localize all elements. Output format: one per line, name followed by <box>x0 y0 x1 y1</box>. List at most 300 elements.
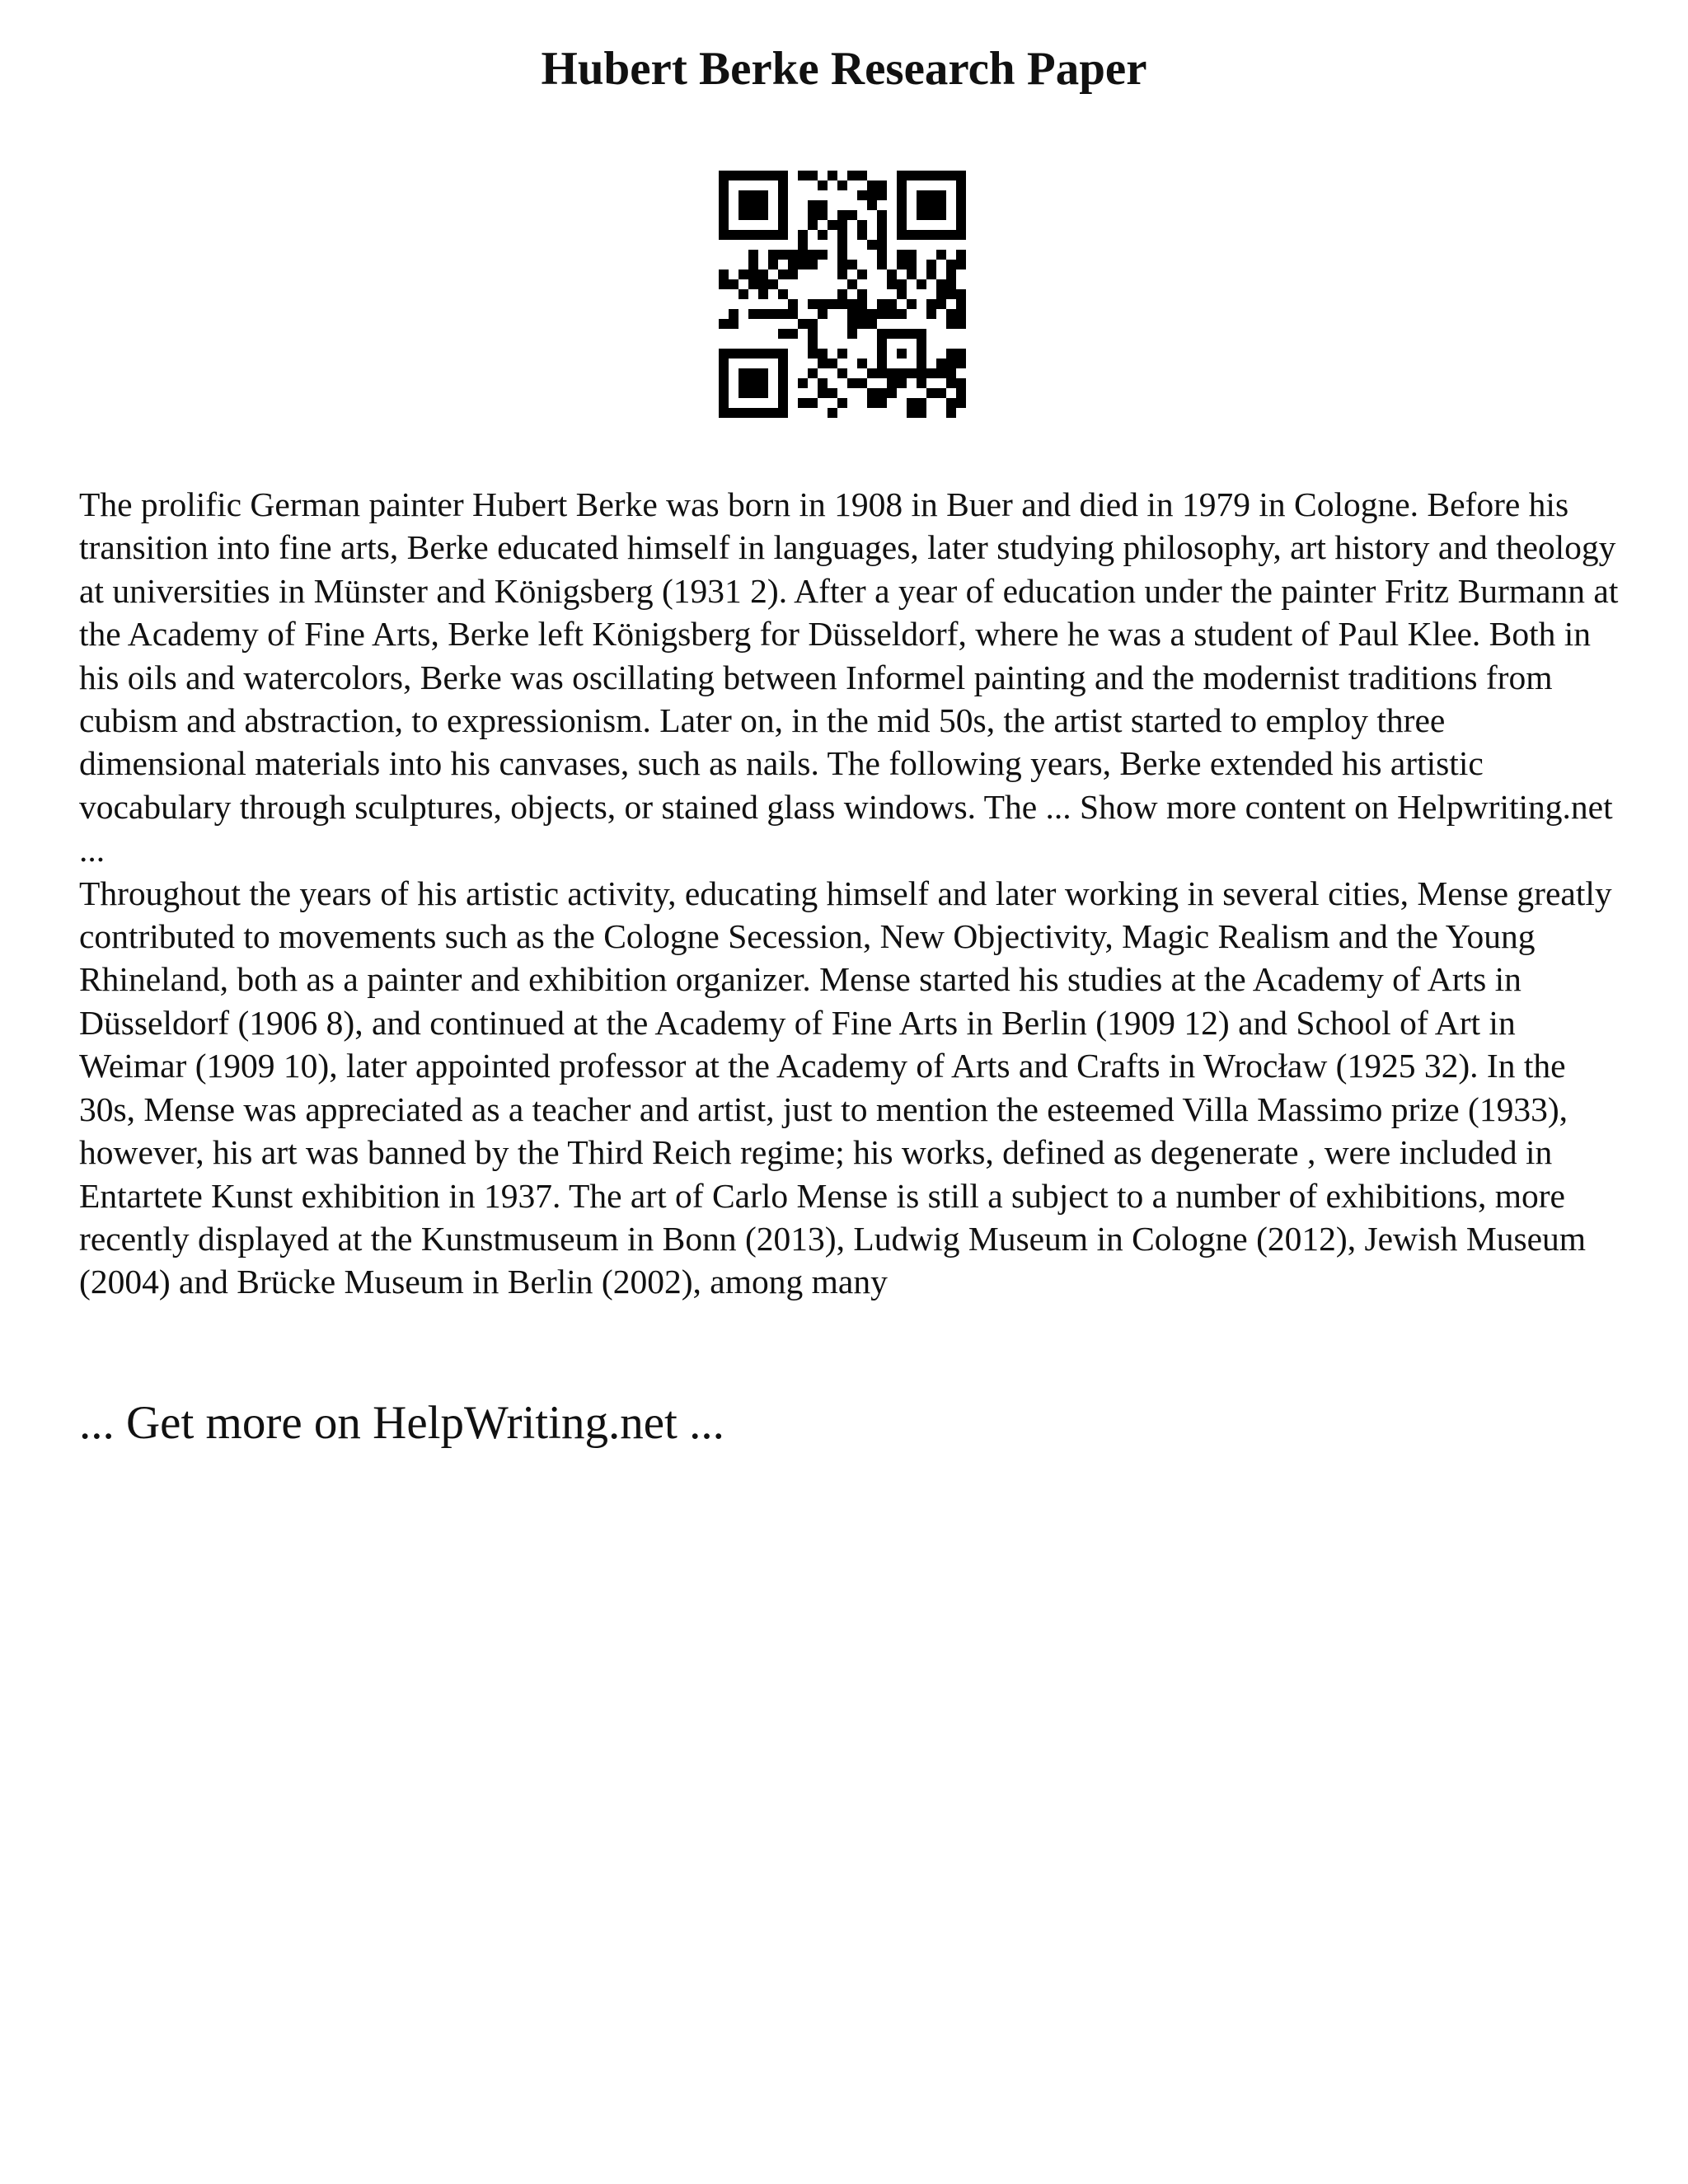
qr-module <box>788 309 798 319</box>
qr-module <box>748 260 758 269</box>
qr-module <box>758 190 768 200</box>
qr-module <box>788 260 798 269</box>
qr-module <box>926 190 936 200</box>
qr-module <box>798 398 808 408</box>
qr-module <box>738 269 748 279</box>
qr-module <box>917 349 926 359</box>
qr-module <box>738 210 748 220</box>
qr-module <box>758 289 768 299</box>
qr-module <box>837 398 847 408</box>
qr-module <box>956 299 966 309</box>
qr-module <box>778 329 788 339</box>
qr-module <box>808 250 818 260</box>
qr-module <box>917 200 926 210</box>
qr-module <box>847 378 857 388</box>
qr-module <box>719 230 729 240</box>
qr-module <box>917 171 926 180</box>
qr-module <box>788 269 798 279</box>
qr-module <box>768 171 778 180</box>
qr-module <box>857 230 867 240</box>
qr-module <box>877 250 887 260</box>
qr-module <box>847 319 857 329</box>
qr-module <box>877 398 887 408</box>
qr-module <box>877 368 887 378</box>
qr-module <box>907 398 917 408</box>
qr-module <box>917 359 926 368</box>
qr-module <box>738 190 748 200</box>
qr-module <box>847 299 857 309</box>
qr-module <box>877 299 887 309</box>
qr-module <box>936 368 946 378</box>
qr-module <box>917 398 926 408</box>
qr-module <box>748 230 758 240</box>
qr-module <box>788 299 798 309</box>
qr-module <box>946 269 956 279</box>
qr-module <box>956 388 966 398</box>
qr-module <box>818 359 828 368</box>
qr-module <box>758 269 768 279</box>
qr-module <box>907 299 917 309</box>
qr-module <box>719 190 729 200</box>
qr-module <box>946 368 956 378</box>
qr-module <box>719 269 729 279</box>
qr-module <box>956 190 966 200</box>
qr-module <box>729 319 738 329</box>
qr-module <box>926 260 936 269</box>
qr-module <box>887 388 897 398</box>
qr-module <box>808 368 818 378</box>
qr-module <box>946 359 956 368</box>
qr-module <box>956 398 966 408</box>
qr-module <box>798 319 808 329</box>
qr-module <box>837 368 847 378</box>
qr-code-icon <box>719 171 966 418</box>
qr-module <box>956 289 966 299</box>
qr-module <box>758 200 768 210</box>
qr-module <box>857 299 867 309</box>
qr-module <box>719 398 729 408</box>
qr-module <box>897 190 907 200</box>
qr-module <box>887 299 897 309</box>
qr-module <box>729 309 738 319</box>
qr-module <box>887 309 897 319</box>
qr-module <box>857 269 867 279</box>
qr-module <box>828 359 837 368</box>
qr-module <box>719 180 729 190</box>
qr-module <box>719 408 729 418</box>
qr-module <box>956 250 966 260</box>
qr-module <box>877 240 887 250</box>
qr-module <box>818 378 828 388</box>
qr-module <box>877 359 887 368</box>
qr-module <box>828 171 837 180</box>
qr-module <box>917 339 926 349</box>
qr-module <box>748 210 758 220</box>
qr-module <box>837 299 847 309</box>
qr-module <box>778 190 788 200</box>
qr-module <box>877 230 887 240</box>
qr-module <box>758 368 768 378</box>
qr-module <box>917 408 926 418</box>
qr-module <box>956 378 966 388</box>
qr-module <box>738 289 748 299</box>
qr-module <box>748 349 758 359</box>
qr-module <box>847 171 857 180</box>
qr-module <box>758 388 768 398</box>
qr-module <box>758 171 768 180</box>
qr-module <box>818 250 828 260</box>
qr-module <box>926 200 936 210</box>
qr-module <box>808 398 818 408</box>
qr-module <box>946 260 956 269</box>
qr-module <box>877 180 887 190</box>
qr-module <box>778 378 788 388</box>
qr-module <box>877 309 887 319</box>
qr-module <box>936 200 946 210</box>
qr-module <box>926 269 936 279</box>
qr-module <box>828 299 837 309</box>
get-more-link[interactable]: ... Get more on HelpWriting.net ... <box>79 1397 724 1449</box>
qr-module <box>808 260 818 269</box>
qr-module <box>956 309 966 319</box>
qr-module <box>808 210 818 220</box>
qr-module <box>828 408 837 418</box>
qr-module <box>877 349 887 359</box>
qr-module <box>808 339 818 349</box>
qr-module <box>758 408 768 418</box>
qr-module <box>847 329 857 339</box>
qr-module <box>719 279 729 289</box>
qr-module <box>778 408 788 418</box>
qr-module <box>748 269 758 279</box>
qr-module <box>936 190 946 200</box>
qr-module <box>936 289 946 299</box>
qr-module <box>877 190 887 200</box>
qr-module <box>867 190 877 200</box>
qr-module <box>778 368 788 378</box>
qr-module <box>768 408 778 418</box>
qr-module <box>758 210 768 220</box>
qr-module <box>748 408 758 418</box>
qr-module <box>818 309 828 319</box>
qr-module <box>926 299 936 309</box>
qr-module <box>917 368 926 378</box>
qr-module <box>936 250 946 260</box>
qr-module <box>729 171 738 180</box>
qr-module <box>778 398 788 408</box>
qr-module <box>719 220 729 230</box>
qr-module <box>798 171 808 180</box>
qr-module <box>867 309 877 319</box>
qr-module <box>818 210 828 220</box>
qr-module <box>837 349 847 359</box>
qr-module <box>867 319 877 329</box>
qr-module <box>778 309 788 319</box>
qr-module <box>917 279 926 289</box>
qr-module <box>738 408 748 418</box>
qr-module <box>719 210 729 220</box>
qr-module <box>907 329 917 339</box>
qr-module <box>758 378 768 388</box>
qr-module <box>936 299 946 309</box>
qr-module <box>857 309 867 319</box>
qr-module <box>926 368 936 378</box>
qr-module <box>837 180 847 190</box>
qr-module <box>818 349 828 359</box>
qr-module <box>956 180 966 190</box>
qr-module <box>778 220 788 230</box>
qr-module <box>857 220 867 230</box>
qr-module <box>936 230 946 240</box>
qr-module <box>946 289 956 299</box>
qr-module <box>956 200 966 210</box>
qr-module <box>778 171 788 180</box>
qr-module <box>917 378 926 388</box>
qr-module <box>738 230 748 240</box>
qr-module <box>778 388 788 398</box>
qr-module <box>857 319 867 329</box>
qr-module <box>729 279 738 289</box>
qr-module <box>936 359 946 368</box>
qr-module <box>738 368 748 378</box>
qr-module <box>808 349 818 359</box>
qr-module <box>897 260 907 269</box>
qr-module <box>907 171 917 180</box>
qr-module <box>887 279 897 289</box>
qr-module <box>788 329 798 339</box>
qr-module <box>857 171 867 180</box>
qr-module <box>738 349 748 359</box>
qr-module <box>837 260 847 269</box>
qr-module <box>719 349 729 359</box>
qr-module <box>907 250 917 260</box>
qr-module <box>748 190 758 200</box>
qr-module <box>926 388 936 398</box>
qr-module <box>897 230 907 240</box>
qr-module <box>729 349 738 359</box>
qr-module <box>936 171 946 180</box>
qr-module <box>917 329 926 339</box>
qr-module <box>738 200 748 210</box>
qr-module <box>729 230 738 240</box>
qr-module <box>847 309 857 319</box>
qr-module <box>897 180 907 190</box>
qr-module <box>907 368 917 378</box>
qr-module <box>719 368 729 378</box>
qr-module <box>847 260 857 269</box>
qr-module <box>936 210 946 220</box>
qr-module <box>788 250 798 260</box>
qr-module <box>956 210 966 220</box>
qr-module <box>956 319 966 329</box>
qr-module <box>887 329 897 339</box>
paragraph-mense: Throughout the years of his artistic activity, educating himself and later working in several cities, Mense greatly contributed to movements such as the Cologne Secession, New Objectivity, Magic Realism and the Young Rhineland, both as a painter and exhibition organizer. Mense started his studies at the Academy of Arts in Düsseldorf (1906 8), and continued at the Academy of Fine Arts in Berlin (1909 12) and School of Art in Weimar (1909 10), later appointed professor at the Academy of Arts and Crafts in Wrocław (1925 32). In the 30s, Mense was appreciated as a teacher and artist, just to mention the esteemed Villa Massimo prize (1933), however, his art was banned by the Third Reich regime; his works, defined as degenerate , were included in Entartete Kunst exhibition in 1937. The art of Carlo Mense is still a subject to a number of exhibitions, more recently displayed at the Kunstmuseum in Bonn (2013), Ludwig Museum in Cologne (2012), Jewish Museum (2004) and Brücke Museum in Berlin (2002), among many <box>79 874 1612 1301</box>
qr-module <box>738 388 748 398</box>
qr-module <box>936 388 946 398</box>
qr-module <box>857 289 867 299</box>
qr-module <box>798 260 808 269</box>
qr-module <box>719 171 729 180</box>
qr-module <box>857 190 867 200</box>
qr-module <box>798 240 808 250</box>
qr-module <box>857 359 867 368</box>
qr-module <box>956 230 966 240</box>
qr-module <box>897 210 907 220</box>
qr-module <box>758 279 768 289</box>
qr-module <box>946 319 956 329</box>
qr-module <box>748 388 758 398</box>
qr-module <box>917 190 926 200</box>
qr-module <box>936 279 946 289</box>
qr-module <box>956 359 966 368</box>
qr-module <box>897 289 907 299</box>
qr-module <box>818 230 828 240</box>
qr-module <box>956 260 966 269</box>
qr-module <box>897 329 907 339</box>
qr-module <box>897 368 907 378</box>
qr-module <box>768 250 778 260</box>
qr-module <box>837 220 847 230</box>
qr-module <box>907 230 917 240</box>
qr-module <box>956 220 966 230</box>
qr-module <box>778 200 788 210</box>
qr-module <box>778 230 788 240</box>
qr-module <box>808 299 818 309</box>
qr-module <box>877 388 887 398</box>
qr-module <box>946 398 956 408</box>
qr-module <box>897 349 907 359</box>
qr-module <box>837 230 847 240</box>
qr-module <box>758 230 768 240</box>
qr-module <box>748 171 758 180</box>
qr-module <box>946 408 956 418</box>
article-body <box>79 483 1620 1304</box>
qr-module <box>748 279 758 289</box>
qr-module <box>877 210 887 220</box>
paragraph-berke: The prolific German painter Hubert Berke was born in 1908 in Buer and died in 1979 in Cologne. Before his transition into fine arts, Berke educated himself in languages, later studying philosophy, art history and theology at universities in Münster and Königsberg (1931 2). After a year of education under the painter Fritz Burmann at the Academy of Fine Arts, Berke left Königsberg for Düsseldorf, where he was a student of Paul Klee. Both in his oils and watercolors, Berke was oscillating between Informel painting and the modernist traditions from cubism and abstraction, to expressionism. Later on, in the mid 50s, the artist started to employ three dimensional materials into his canvases, such as nails. The following years, Berke extended his artistic vocabulary through sculptures, objects, or stained glass windows. The ... Show more content on Helpwriting.net ... <box>79 485 1619 869</box>
qr-module <box>926 171 936 180</box>
qr-module <box>887 368 897 378</box>
qr-module <box>719 200 729 210</box>
qr-module <box>808 171 818 180</box>
qr-module <box>778 359 788 368</box>
qr-module <box>867 200 877 210</box>
qr-module <box>828 388 837 398</box>
qr-module <box>946 230 956 240</box>
qr-module <box>719 388 729 398</box>
qr-module <box>877 339 887 349</box>
qr-module <box>907 408 917 418</box>
qr-module <box>768 349 778 359</box>
qr-module <box>719 378 729 388</box>
qr-module <box>847 279 857 289</box>
qr-module <box>956 349 966 359</box>
qr-module <box>748 250 758 260</box>
qr-module <box>719 319 729 329</box>
qr-module <box>946 349 956 359</box>
qr-module <box>748 309 758 319</box>
qr-module <box>798 378 808 388</box>
page-title: Hubert Berke Research Paper <box>541 43 1147 95</box>
qr-module <box>867 180 877 190</box>
qr-module <box>907 269 917 279</box>
qr-module <box>867 388 877 398</box>
qr-module <box>897 378 907 388</box>
qr-module <box>778 180 788 190</box>
qr-module <box>926 309 936 319</box>
qr-module <box>946 309 956 319</box>
qr-module <box>768 260 778 269</box>
qr-module <box>867 240 877 250</box>
qr-module <box>729 408 738 418</box>
qr-module <box>778 269 788 279</box>
qr-module <box>768 230 778 240</box>
qr-module <box>867 398 877 408</box>
qr-module <box>778 210 788 220</box>
qr-module <box>917 230 926 240</box>
qr-module <box>956 171 966 180</box>
qr-module <box>828 220 837 230</box>
qr-module <box>808 319 818 329</box>
qr-module <box>778 289 788 299</box>
qr-module <box>897 171 907 180</box>
qr-module <box>847 210 857 220</box>
qr-module <box>907 260 917 269</box>
qr-module <box>867 368 877 378</box>
qr-module <box>778 250 788 260</box>
qr-module <box>748 200 758 210</box>
qr-module <box>926 210 936 220</box>
qr-module <box>719 359 729 368</box>
qr-module <box>768 279 778 289</box>
qr-module <box>897 250 907 260</box>
qr-module <box>877 329 887 339</box>
qr-module <box>808 220 818 230</box>
qr-module <box>946 171 956 180</box>
qr-module <box>818 200 828 210</box>
qr-module <box>818 180 828 190</box>
qr-module <box>837 269 847 279</box>
qr-module <box>748 368 758 378</box>
qr-module <box>946 279 956 289</box>
qr-module <box>887 378 897 388</box>
qr-module <box>857 378 867 388</box>
qr-module <box>926 230 936 240</box>
qr-module <box>818 299 828 309</box>
qr-module <box>837 240 847 250</box>
qr-module <box>837 250 847 260</box>
qr-module <box>758 349 768 359</box>
qr-module <box>818 388 828 398</box>
qr-module <box>768 309 778 319</box>
qr-module <box>917 210 926 220</box>
qr-module <box>946 378 956 388</box>
qr-module <box>837 289 847 299</box>
qr-module <box>897 200 907 210</box>
qr-module <box>798 250 808 260</box>
qr-module <box>738 378 748 388</box>
qr-module <box>808 200 818 210</box>
qr-module <box>897 279 907 289</box>
qr-module <box>748 378 758 388</box>
qr-module <box>778 349 788 359</box>
qr-module <box>837 210 847 220</box>
qr-module <box>887 269 897 279</box>
qr-module <box>738 171 748 180</box>
qr-module <box>897 220 907 230</box>
qr-module <box>897 309 907 319</box>
qr-module <box>758 309 768 319</box>
